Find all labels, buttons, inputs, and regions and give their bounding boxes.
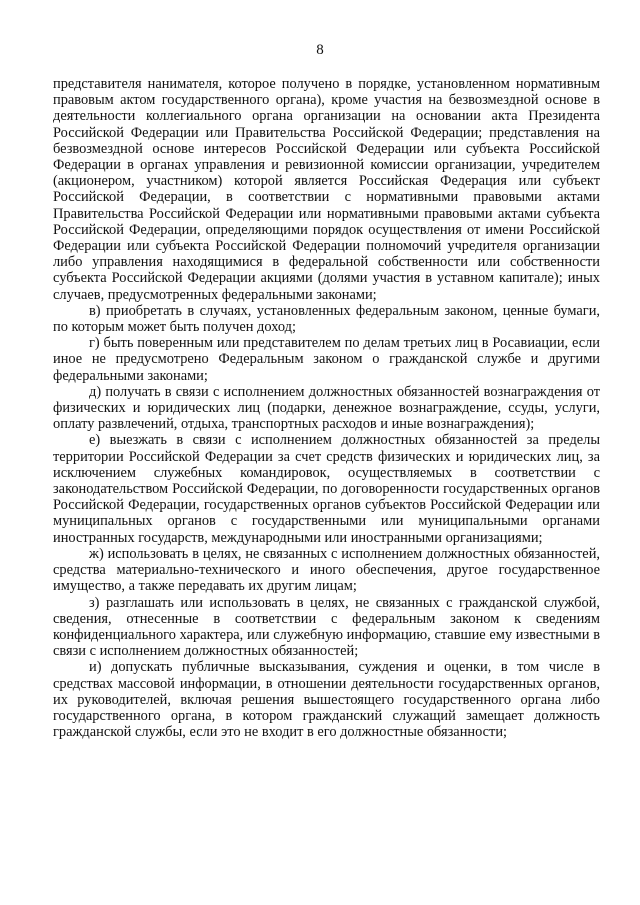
paragraph-e: е) выезжать в связи с исполнением должностных обязанностей за пределы территории Российской Федерации за счет средств физических и юридических лиц, за исключением служебных командировок, осуществляемых в соответствии с законодательством Российской Федерации, по договоренности государственных органов Российской Федерации, государственных органов субъектов Российской Федерации или муниципальных органов с государственными или муниципальными органами иностранных государств, международными или иностранными организациями; [53, 432, 600, 546]
paragraph-d: д) получать в связи с исполнением должностных обязанностей вознаграждения от физических и юридических лиц (подарки, денежное вознаграждение, ссуды, услуги, оплату развлечений, отдыха, транспортных расходов и иные вознаграждения); [53, 383, 600, 433]
paragraph-i: и) допускать публичные высказывания, суждения и оценки, в том числе в средствах массовой информации, в отношении деятельности государственных органов, их руководителей, включая решения вышестоящего государственного органа либо государственного органа, в котором гражданский служащий замещает должность гражданской службы, если это не входит в его должностные обязанности; [53, 659, 600, 741]
paragraph-g: г) быть поверенным или представителем по делам третьих лиц в Росавиации, если иное не предусмотрено Федеральным законом о гражданской службе и другими федеральными законами; [53, 335, 600, 384]
paragraph-z: з) разглашать или использовать в целях, не связанных с гражданской службой, сведения, отнесенные в соответствии с федеральным законом к сведениям конфиденциального характера, или служебную информацию, ставшие ему известными в связи с исполнением должностных обязанностей; [53, 594, 600, 660]
paragraph-continuation: представителя нанимателя, которое получено в порядке, установленном нормативным правовым актом государственного органа), кроме участия на безвозмездной основе в деятельности коллегиального органа организации на основании акта Президента Российской Федерации или Правительства Российской Федерации; представления на безвозмездной основе интересов Российской Федерации или субъекта Российской Федерации в органах управления и ревизионной комиссии организации, учредителем (акционером, участником) которой является Российская Федерация или субъект Российской Федерации, в соответствии с нормативными правовыми актами Правительства Российской Федерации или нормативными правовыми актами субъекта Российской Федерации, определяющими порядок осуществления от имени Российской Федерации или субъекта Российской Федерации полномочий учредителя организации либо управления находящимися в федеральной собственности или собственности субъекта Российской Федерации акциями (долями участия в уставном капитале); иных случаев, предусмотренных федеральными законами; [53, 76, 600, 303]
page-number: 8 [316, 42, 324, 58]
paragraph-v: в) приобретать в случаях, установленных федеральным законом, ценные бумаги, по которым может быть получен доход; [53, 302, 600, 336]
paragraph-zh: ж) использовать в целях, не связанных с исполнением должностных обязанностей, средства материально-технического и иного обеспечения, другое государственное имущество, а также передавать их другим лицам; [53, 545, 600, 595]
document-body [53, 76, 600, 740]
